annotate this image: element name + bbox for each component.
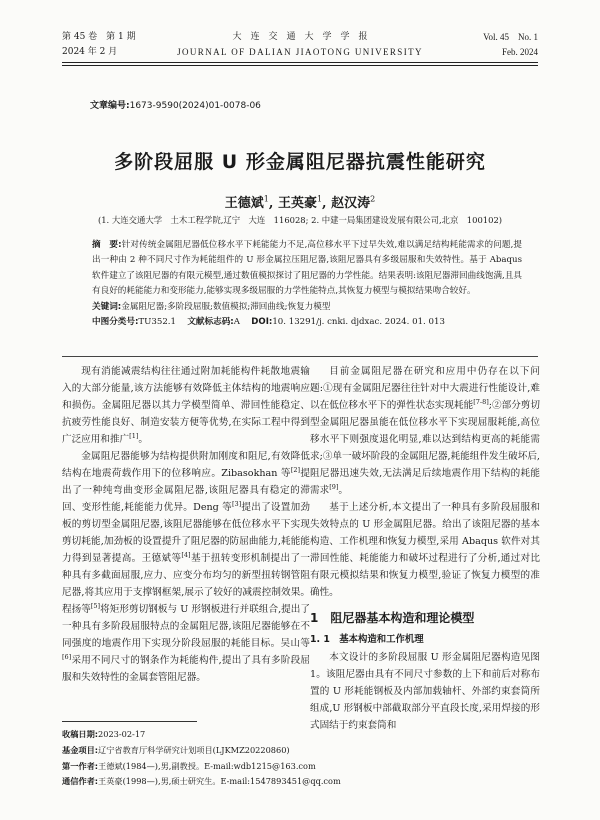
abstract: 摘 要:针对传统金属阻尼器低位移水平下耗能能力不足,高位移水平下过早失效,难以满足结构耗能需求的问题,提出一种由 2 种不同尺寸作为耗能组件的 U 形金属拉压阻尼器,该阻尼器具有多级屈服和失效特性。基于 Abaqus 软件建立了该阻尼器的有限元模型,通过数值模拟探讨了阻尼器的力学性能。结果表明:该阻尼器滞回曲线饱满,且具有良好的耗能能力和变形能力,能够实现多级屈服的力学性能特点,其恢复力模型与模拟结果吻合较好。: [92, 240, 523, 297]
article-number: 文章编号:1673-9590(2024)01-0078-06: [90, 101, 261, 111]
author-name: 王德斌: [224, 196, 264, 211]
paragraph: 目前金属阻尼器在研究和应用中仍存在以下问题:①现有金属阻尼器往往针对中大震进行性能设计,难以在低位移水平下的弹性状态实现耗能[7-8];②部分剪切型金属阻尼器虽能在低位移水平下实现屈服耗能,高位移水平下则强度退化明显,难以达到结构更高的耗能需求;③单一破坏阶段的金属阻尼器,耗能组件发生破坏后,阻尼器迅速失效,无法满足后续地震作用下结构的耗能需求[9]。: [310, 366, 541, 496]
citation: [3]: [231, 499, 242, 508]
affiliation: (1. 大连交通大学 土木工程学院,辽宁 大连 116028; 2. 中建一局集团建设发展有限公司,北京 100102): [97, 215, 503, 225]
corresponding-author-note: 通信作者:王英豪(1998—),男,硕士研究生。E-mail:1547893451@qq.com: [62, 776, 341, 787]
body-left-column: [62, 363, 310, 686]
paragraph: 现有消能减震结构往往通过附加耗能构件耗散地震输入的大部分能量,该方法能够有效降低主体结构的地震响应和损伤。金属阻尼器以其力学模型简单、滞回性能稳定、抗疲劳性能良好、制造安装方便等优势,在实际工程中得到广泛应用和推广[1]。: [62, 366, 310, 445]
paper-title: 多阶段屈服 U 形金属阻尼器抗震性能研究: [114, 151, 486, 173]
citation: [9]: [329, 482, 339, 491]
first-author-note: 第一作者:王德斌(1984—),男,副教授。E-mail:wdb1215@163.com: [62, 760, 316, 771]
paragraph: 本文设计的多阶段屈服 U 形金属阻尼器构造见图 1。该阻尼器由具有不同尺寸参数的上下和前后对称布置的 U 形耗能钢板及内部加载轴杆、外部约束套筒所组成,U 形钢板中部截取部分平直段长度,采用焊接的形式固结于约束套筒和: [310, 652, 540, 731]
citation: [5]: [90, 601, 101, 610]
author-name: 赵汉涛: [331, 196, 371, 211]
volume-issue: 第 45 卷 第 1 期 2024 年 2 月: [62, 32, 136, 57]
keywords: 关键词:金属阻尼器;多阶段屈服;数值模拟;滞回曲线;恢复力模型: [92, 301, 331, 312]
header-rule-thin: [62, 65, 538, 66]
citation: [6]: [62, 652, 72, 661]
footnote-rule: [62, 721, 197, 722]
author-name: 王英豪: [277, 196, 317, 211]
classification-line: 中图分类号:TU352.1 文献标志码:A DOI:10. 13291/j. cnki. djdxac. 2024. 01. 013: [92, 317, 445, 328]
volume-issue-en: Vol. 45 No. 1 Feb. 2024: [483, 32, 538, 57]
citation: [1]: [129, 431, 139, 440]
abstract-block: [92, 238, 522, 330]
author-list: 王德斌$^1$, 王英豪$^1$, 赵汉涛$^2$: [224, 194, 376, 211]
citation: [4]: [181, 550, 191, 559]
paragraph: 金属阻尼器能够为结构提供附加刚度和阻尼,有效降低结构在地震荷载作用下的位移响应。Zibasokhan 等[2]提出了一种纯弯曲变形金属阻尼器,该阻尼器具有稳定的滞回、变形性能,耗能能力优异。Deng 等[3]提出了设置加劲板的剪切型金属阻尼器,该阻尼器能够在低位移水平下实现剪切耗能,加劲板的设置提升了阻尼器的防屈曲能力,耗能能力得到显著提高。王德斌等[4]基于扭转变形机制提出了一种具有多截面屈服,应力、应变分布均匀的新型扭转钢管阻尼器,将其应用于支撑钢框架,展示了较好的减震控制效果。程扬等[5]将矩形剪切钢板与 U 形钢板进行并联组合,提出了一种具有多阶段屈服特点的金属阻尼器,该阻尼器能够在不同强度的地震作用下实现分阶段屈服的耗能目标。吴山等[6]采用不同尺寸的钢条作为耗能构件,提出了具有多阶段屈服和失效特性的金属套管阻尼器。: [62, 451, 311, 683]
citation: [2]: [290, 465, 301, 474]
fund-note: 基金项目:辽宁省教育厅科学研究计划项目(LJKMZ20220860): [62, 744, 290, 755]
paragraph: 基于上述分析,本文提出了一种具有多阶段屈服和失效特点的 U 形金属阻尼器。给出了该阻尼器的基本构造、工作机理和恢复力模型,采用 Abaqus 软件对其滞回性能、耗能能力和破坏过程进行了分析,通过对比有限元模拟结果和恢复力模型,验证了恢复力模型的准确性。: [310, 502, 540, 598]
citation: [7-8]: [473, 397, 489, 406]
header-rule-thick: [62, 62, 538, 63]
subsection-heading: 1. 1 基本构造和工作机理: [310, 634, 424, 645]
footnotes: [62, 727, 538, 790]
journal-name: 大 连 交 通 大 学 学 报 JOURNAL OF DALIAN JIAOTONG UNIVERSITY: [177, 32, 423, 57]
received-date: 收稿日期:2023-02-17: [62, 729, 146, 739]
abstract-separator: [62, 356, 538, 357]
section-heading: 1 阻尼器基本构造和理论模型: [310, 611, 475, 625]
body-right-column: [310, 363, 540, 734]
